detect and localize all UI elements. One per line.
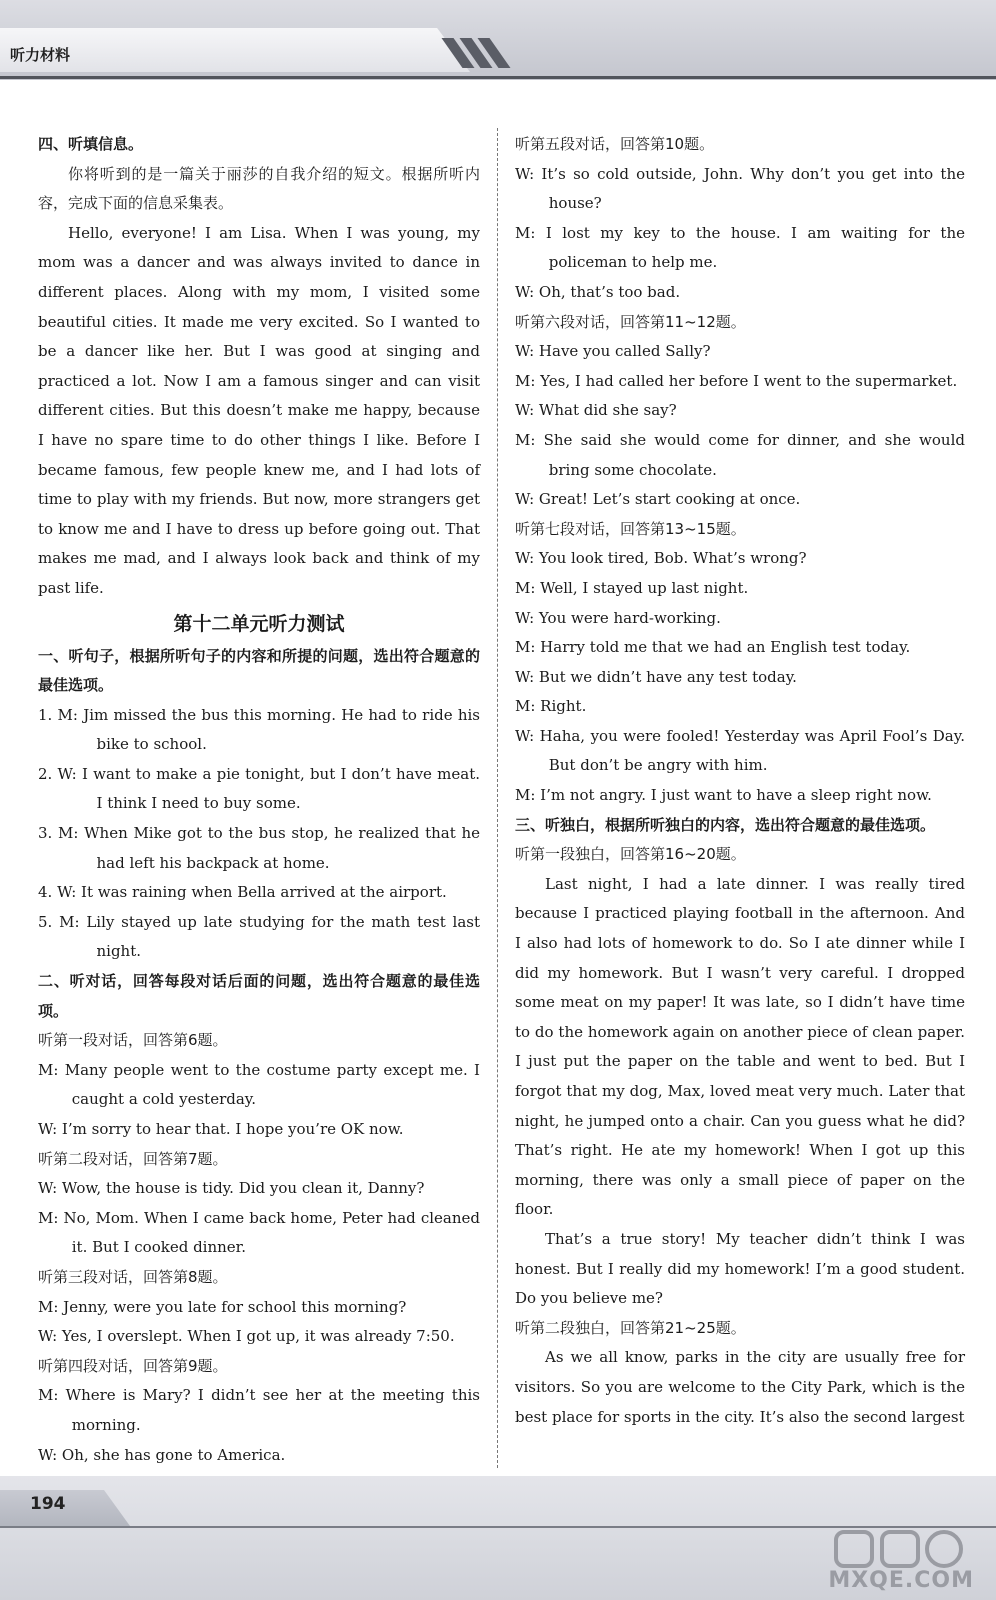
dialog-line: W: I’m sorry to hear that. I hope you’re OK now.	[38, 1120, 404, 1138]
left-column	[38, 130, 480, 1470]
dialog-line: M: Jenny, were you late for school this morning?	[38, 1297, 407, 1316]
sentence-item: 1. M: Jim missed the bus this morning. He had to ride his bike to school.	[38, 705, 480, 754]
dialog-line: M: I lost my key to the house. I am waiting for the policeman to help me.	[515, 223, 965, 272]
unit-12-title: 第十二单元听力测试	[173, 612, 345, 635]
dialog-line: M: Well, I stayed up last night.	[515, 578, 749, 597]
header-rule	[0, 76, 996, 79]
section-4-instruction: 你将听到的是一篇关于丽莎的自我介绍的短文。根据所听内容，完成下面的信息采集表。	[38, 164, 480, 213]
dialog-heading: 听第三段对话，回答第8题。	[38, 1267, 228, 1286]
dialog-line: M: Many people went to the costume party except me. I caught a cold yesterday.	[38, 1060, 480, 1109]
dialog-heading: 听第二段对话，回答第7题。	[38, 1149, 228, 1168]
monologue-heading: 听第二段独白，回答第21~25题。	[515, 1318, 746, 1337]
sentence-item: 2. W: I want to make a pie tonight, but I don’t have meat. I think I need to buy some.	[38, 764, 480, 813]
watermark-site: MXQE.COM	[828, 1568, 974, 1593]
dialog-line: W: Haha, you were fooled! Yesterday was April Fool’s Day. But don’t be angry with him.	[515, 726, 965, 775]
dialog-line: W: Have you called Sally?	[515, 342, 711, 361]
dialog-heading: 听第六段对话，回答第11~12题。	[515, 312, 746, 331]
part-2-title: 二、听对话，回答每段对话后面的问题，选出符合题意的最佳选项。	[38, 972, 480, 1020]
lisa-passage: Hello, everyone! I am Lisa. When I was young, my mom was a dancer and was always invited to dance in different places. Along with my mom, I visited some beautiful cities. It made me very excited. So I wanted to be a dancer like her. But I was good at singing and practiced a lot. Now I am a famous singer and can visit different cities. But this doesn’t make me happy, because I have no spare time to do other things I like. Before I became famous, few people knew me, and I had lots of time to play with my friends. But now, more strangers get to know me and I have to dress up before going out. That makes me mad, and I always look back and think of my past life.	[38, 223, 480, 597]
dialog-line: W: What did she say?	[515, 401, 677, 420]
dialog-line: W: You were hard-working.	[515, 608, 721, 627]
section-title: 听力材料	[10, 46, 71, 64]
monologue-heading: 听第一段独白，回答第16~20题。	[515, 845, 746, 864]
dialog-heading: 听第一段对话，回答第6题。	[38, 1031, 228, 1050]
dialog-heading: 听第五段对话，回答第10题。	[515, 135, 715, 153]
part-1-title: 一、听句子，根据所听句子的内容和所提的问题，选出符合题意的最佳选项。	[38, 646, 480, 695]
dialog-line: M: Right.	[515, 697, 587, 716]
sentence-item: 4. W: It was raining when Bella arrived at the airport.	[38, 883, 447, 902]
dialog-line: M: Harry told me that we had an English test today.	[515, 638, 911, 657]
monologue-paragraph: Last night, I had a late dinner. I was really tired because I practiced playing football in the afternoon. And I also had lots of homework to do. So I ate dinner while I did my homework. But I wasn’t very careful. I dropped some meat on my paper! It was late, so I didn’t have time to do the homework again on another piece of clean paper. I just put the paper on the table and went to bed. But I forgot that my dog, Max, loved meat very much. Later that night, he jumped onto a chair. Can you guess what he did? That’s right. He ate my homework! When I got up this morning, there was only a small piece of paper on the floor.	[515, 874, 965, 1219]
right-column	[515, 130, 965, 1432]
dialog-line: W: Wow, the house is tidy. Did you clean it, Danny?	[38, 1179, 425, 1198]
page-header	[0, 0, 996, 80]
dialog-line: M: Where is Mary? I didn’t see her at the meeting this morning.	[38, 1386, 480, 1434]
dialog-line: W: Yes, I overslept. When I got up, it was already 7:50.	[38, 1327, 455, 1346]
monologue-paragraph: That’s a true story! My teacher didn’t think I was honest. But I really did my homework! I’m a good student. Do you believe me?	[515, 1229, 965, 1308]
page-footer	[0, 1476, 996, 1600]
dialog-line: W: You look tired, Bob. What’s wrong?	[515, 549, 807, 568]
page-number: 194	[30, 1494, 66, 1514]
column-divider	[497, 128, 498, 1468]
part-3-title: 三、听独白，根据所听独白的内容，选出符合题意的最佳选项。	[515, 815, 936, 834]
dialog-line: W: Oh, that’s too bad.	[515, 282, 681, 301]
section-4-title: 四、听填信息。	[38, 135, 144, 153]
dialog-line: W: But we didn’t have any test today.	[515, 667, 797, 686]
dialog-heading: 听第四段对话，回答第9题。	[38, 1356, 228, 1375]
dialog-line: W: Oh, she has gone to America.	[38, 1445, 286, 1464]
dialog-line: M: I’m not angry. I just want to have a sleep right now.	[515, 786, 932, 805]
sentence-item: 3. M: When Mike got to the bus stop, he realized that he had left his backpack at home.	[38, 824, 480, 872]
dialog-line: W: Great! Let’s start cooking at once.	[515, 490, 801, 509]
dialog-heading: 听第七段对话，回答第13~15题。	[515, 519, 746, 538]
dialog-line: M: She said she would come for dinner, and she would bring some chocolate.	[515, 430, 965, 479]
dialog-line: W: It’s so cold outside, John. Why don’t you get into the house?	[515, 164, 965, 213]
monologue-paragraph: As we all know, parks in the city are usually free for visitors. So you are welcome to the City Park, which is the best place for sports in the city. It’s also the second largest	[515, 1348, 965, 1426]
dialog-line: M: No, Mom. When I came back home, Peter had cleaned it. But I cooked dinner.	[38, 1208, 480, 1257]
dialog-line: M: Yes, I had called her before I went to the supermarket.	[515, 371, 958, 390]
sentence-item: 5. M: Lily stayed up late studying for the math test last night.	[38, 912, 480, 961]
header-banner	[0, 28, 470, 72]
